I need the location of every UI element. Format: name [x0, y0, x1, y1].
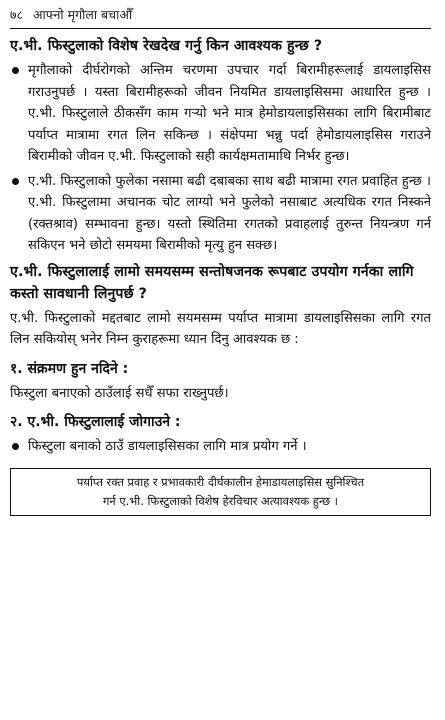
- subheading: १. संक्रमण हुन नदिने :: [10, 360, 129, 377]
- paragraph: ए.भी. फिस्टुलाको मद्दतबाट लामो सयमसम्म पर्याप्त मात्रामा डायलाइसिसका लागि रगत लिन सकियोस् भनेर निम्न कुराहरूमा ध्यान दिनु आवश्यक छ :: [10, 310, 431, 347]
- book-title: आफ्नो मृगौला बचाऔँ: [33, 7, 133, 22]
- header-rule: [10, 28, 431, 29]
- section-heading: ए.भी. फिस्टुलालाई लामो समयसम्म सन्तोषजनक रूपबाट उपयोग गर्नका लागि कस्तो सावधानी लिनुपर्छ ?: [10, 263, 414, 302]
- bullet-list: [10, 436, 431, 458]
- list-item: [10, 171, 431, 257]
- running-header: [10, 0, 431, 23]
- note-line: गर्न ए.भी. फिस्टुलाको विशेष हेरविचार अत्यावश्यक हुन्छ ।: [103, 493, 338, 508]
- list-item-text: मृगौलाको दीर्घरोगको अन्तिम चरणमा उपचार गर्दा बिरामीहरूलाई डायलाइसिस गराउनुपर्छ । यस्ता बिरामीहरूको जीवन नियमित डायलाइसिसमा आधारित हुन्छ । ए.भी. फिस्टुलाले ठीकसँग काम गर्‍यो भने मात्र हेमोडायलाइसिसका लागि बिरामीबाट पर्याप्त मात्रामा रगत लिन सकिन्छ । संक्षेपमा भन्नु पर्दा हेमोडायलाइसिस गराउने बिरामीको जीवन ए.भी. फिस्टुलाको सही कार्यक्षमतामाथि निर्भर हुन्छ।: [28, 63, 431, 164]
- list-item-text: फिस्टुला बनाको ठाउँ डायलाइसिसका लागि मात्र प्रयोग गर्ने ।: [28, 439, 307, 454]
- note-line: पर्याप्त रक्त प्रवाह र प्रभावकारी दीर्घकालीन हेमाडायलाइसिस सुनिश्चित: [76, 474, 365, 489]
- list-item-text: ए.भी. फिस्टुलाको फुलेका नसामा बढी दबाबका साथ बढी मात्रामा रगत प्रवाहित हुन्छ । ए.भी. फिस्टुलामा अचानक चोट लाग्यो भने फुलेको नसाबाट अत्यधिक रगत निस्कने (रक्तश्राव) सम्भावना हुन्छ। यस्तो स्थितिमा रगतको प्रवाहलाई तुरुन्त नियन्त्रण गर्न सकिएन भने छोटो समयमा बिरामीको मृत्यु हुन सक्छ।: [28, 173, 431, 253]
- bullet-list: [10, 60, 431, 257]
- section-heading: ए.भी. फिस्टुलाको विशेष रेखदेख गर्नु किन आवश्यक हुन्छ ?: [10, 38, 323, 54]
- list-item: [10, 60, 431, 168]
- subheading: २. ए.भी. फिस्टुलालाई जोगाउने :: [10, 414, 181, 430]
- paragraph: फिस्टुला बनाएको ठाउँलाई सधैँ सफा राख्नुपर्छ।: [10, 385, 229, 401]
- bullet-icon: [12, 443, 19, 450]
- list-item: [10, 436, 431, 458]
- page-number: ७८: [10, 7, 24, 22]
- bullet-icon: [12, 67, 19, 74]
- note-box: [10, 468, 431, 516]
- bullet-icon: [12, 178, 19, 185]
